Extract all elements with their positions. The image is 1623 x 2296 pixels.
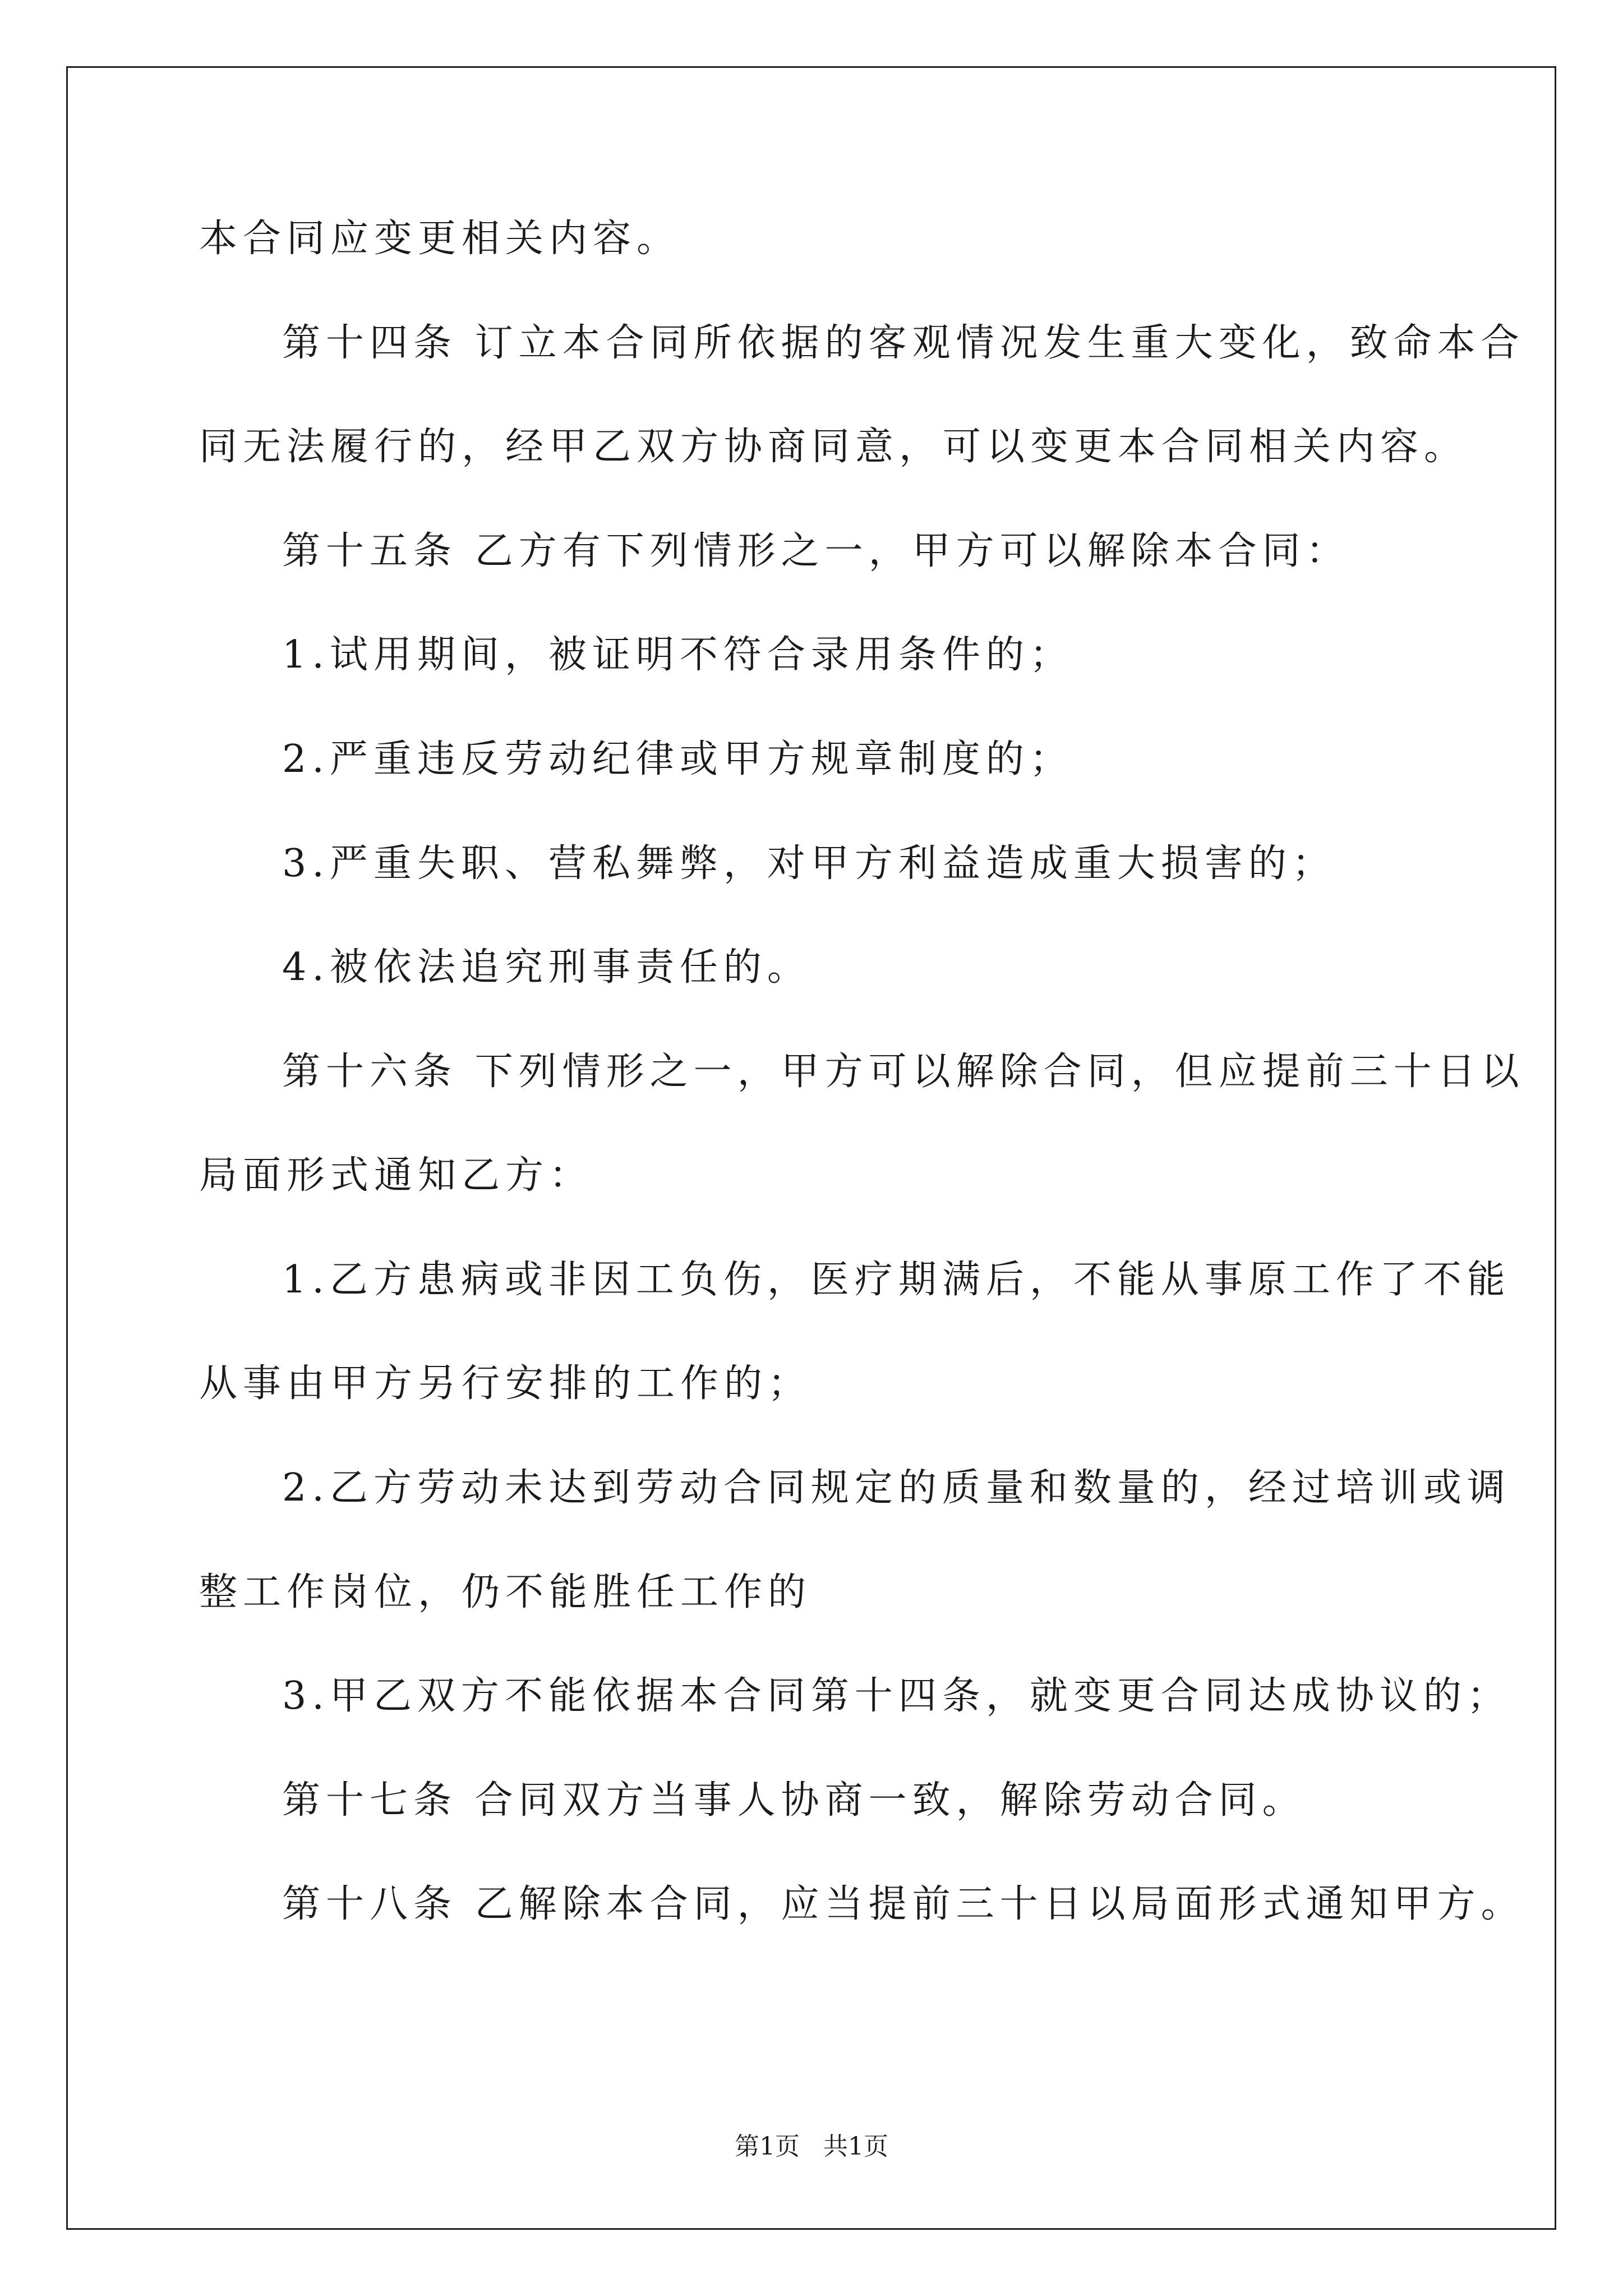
article-14-line-1: 第十四条 订立本合同所依据的客观情况发生重大变化，致命本合 — [282, 321, 1525, 365]
article-16-line-2: 局面形式通知乙方： — [199, 1153, 593, 1198]
article-15-heading: 第十五条 乙方有下列情形之一，甲方可以解除本合同： — [282, 529, 1350, 573]
article-16-item-2-line-2: 整工作岗位，仍不能胜任工作的 — [199, 1570, 812, 1614]
article-15-item-2: 2.严重违反劳动纪律或甲方规章制度的； — [282, 737, 1073, 781]
article-17: 第十七条 合同双方当事人协商一致，解除劳动合同。 — [282, 1778, 1306, 1823]
article-16-item-1-line-1: 1.乙方患病或非因工负伤，医疗期满后，不能从事原工作了不能 — [282, 1258, 1511, 1302]
article-15-item-1: 1.试用期间，被证明不符合录用条件的； — [282, 633, 1073, 677]
article-18: 第十八条 乙解除本合同，应当提前三十日以局面形式通知甲方。 — [282, 1882, 1525, 1926]
page-number-footer: 第1页 共1页 — [735, 2132, 888, 2161]
article-14-line-2: 同无法履行的，经甲乙双方协商同意，可以变更本合同相关内容。 — [199, 425, 1468, 469]
article-16-item-2-line-1: 2.乙方劳动未达到劳动合同规定的质量和数量的，经过培训或调 — [282, 1466, 1511, 1510]
article-16-line-1: 第十六条 下列情形之一，甲方可以解除合同，但应提前三十日以 — [282, 1050, 1525, 1094]
article-16-item-3: 3.甲乙双方不能依据本合同第十四条，就变更合同达成协议的； — [282, 1674, 1511, 1718]
article-15-item-3: 3.严重失职、营私舞弊，对甲方利益造成重大损害的； — [282, 841, 1336, 886]
article-16-item-1-line-2: 从事由甲方另行安排的工作的； — [199, 1361, 812, 1406]
paragraph-line: 本合同应变更相关内容。 — [199, 217, 681, 261]
article-15-item-4: 4.被依法追究刑事责任的。 — [282, 945, 811, 990]
